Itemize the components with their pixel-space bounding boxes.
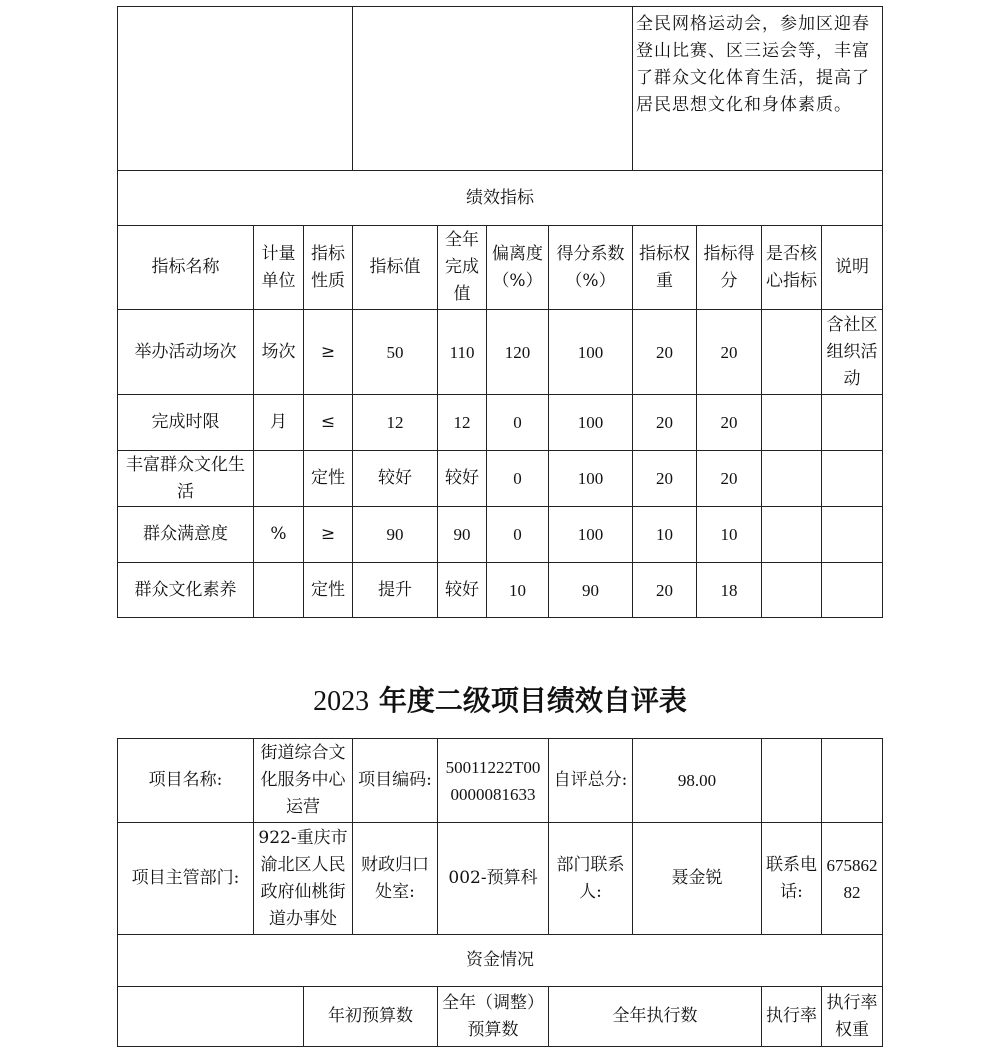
cell-indicator-name: 丰富群众文化生活 (118, 451, 254, 507)
cell-remark: 含社区组织活动 (822, 310, 883, 395)
cell-score: 20 (697, 395, 762, 451)
finance-office-label: 财政归口处室: (353, 823, 438, 935)
header-unit: 计量单位 (254, 226, 304, 310)
cell-indicator-name: 群众文化素养 (118, 563, 254, 618)
project-code-value: 50011222T000000081633 (438, 739, 549, 823)
empty-cell (762, 739, 822, 823)
department-row (118, 823, 883, 935)
header-nature: 指标性质 (304, 226, 353, 310)
cell-is-core (762, 310, 822, 395)
header-indicator-name: 指标名称 (118, 226, 254, 310)
cell-weight: 20 (633, 563, 697, 618)
dept-label: 项目主管部门: (118, 823, 254, 935)
cell-remark (822, 507, 883, 563)
cell-deviation: 0 (487, 507, 549, 563)
header-adjusted-budget: 全年（调整）预算数 (438, 987, 549, 1047)
cell-score: 20 (697, 451, 762, 507)
cell-deviation: 0 (487, 395, 549, 451)
cell-deviation: 120 (487, 310, 549, 395)
cell-is-core (762, 395, 822, 451)
cell-score-coefficient: 100 (549, 451, 633, 507)
cell-annual-actual: 较好 (438, 563, 487, 618)
table-row (118, 507, 883, 563)
cell-nature: ≥ (304, 310, 353, 395)
table-row (118, 563, 883, 618)
contact-label: 部门联系人: (549, 823, 633, 935)
empty-cell (118, 987, 304, 1047)
project-self-evaluation-table (117, 738, 883, 1047)
header-initial-budget: 年初预算数 (304, 987, 438, 1047)
cell-score-coefficient: 100 (549, 395, 633, 451)
header-score: 指标得分 (697, 226, 762, 310)
cell-annual-actual: 12 (438, 395, 487, 451)
cell-unit: 月 (254, 395, 304, 451)
cell-score-coefficient: 100 (549, 507, 633, 563)
cell-annual-actual: 较好 (438, 451, 487, 507)
header-weight: 指标权重 (633, 226, 697, 310)
cell-weight: 20 (633, 395, 697, 451)
cell-is-core (762, 451, 822, 507)
header-annual-execution: 全年执行数 (549, 987, 762, 1047)
performance-indicator-table (117, 6, 883, 618)
cell-score: 18 (697, 563, 762, 618)
cell-score-coefficient: 90 (549, 563, 633, 618)
empty-cell (353, 7, 633, 171)
header-remark: 说明 (822, 226, 883, 310)
section-title-performance-indicators: 绩效指标 (118, 171, 883, 226)
contact-value: 聂金锐 (633, 823, 762, 935)
performance-summary-text: 全民网格运动会，参加区迎春登山比赛、区三运会等，丰富了群众文化体育生活，提高了居民思想文化和身体素质。 (633, 7, 883, 171)
header-annual-actual: 全年完成值 (438, 226, 487, 310)
dept-value: 922-重庆市渝北区人民政府仙桃街道办事处 (254, 823, 353, 935)
cell-unit: % (254, 507, 304, 563)
self-score-value: 98.00 (633, 739, 762, 823)
phone-label: 联系电话: (762, 823, 822, 935)
cell-is-core (762, 507, 822, 563)
self-score-label: 自评总分: (549, 739, 633, 823)
cell-remark (822, 563, 883, 618)
cell-nature: 定性 (304, 451, 353, 507)
empty-cell (822, 739, 883, 823)
project-name-value: 街道综合文化服务中心运营 (254, 739, 353, 823)
project-name-row (118, 739, 883, 823)
cell-target-value: 提升 (353, 563, 438, 618)
header-deviation: 偏离度（%） (487, 226, 549, 310)
cell-nature: ≥ (304, 507, 353, 563)
header-target-value: 指标值 (353, 226, 438, 310)
title-text: 年度二级项目绩效自评表 (378, 684, 687, 717)
title-year: 2023 (313, 686, 370, 717)
cell-remark (822, 395, 883, 451)
table-row (118, 395, 883, 451)
table-row (118, 451, 883, 507)
page-title (0, 683, 1000, 720)
cell-nature: 定性 (304, 563, 353, 618)
cell-target-value: 12 (353, 395, 438, 451)
section-title-funds: 资金情况 (118, 935, 883, 987)
empty-cell (118, 7, 353, 171)
table-row (118, 310, 883, 395)
cell-indicator-name: 群众满意度 (118, 507, 254, 563)
header-execution-weight: 执行率权重 (822, 987, 883, 1047)
cell-deviation: 10 (487, 563, 549, 618)
cell-annual-actual: 110 (438, 310, 487, 395)
cell-unit (254, 451, 304, 507)
project-name-label: 项目名称: (118, 739, 254, 823)
finance-office-value: 002-预算科 (438, 823, 549, 935)
project-code-label: 项目编码: (353, 739, 438, 823)
cell-score: 20 (697, 310, 762, 395)
cell-indicator-name: 举办活动场次 (118, 310, 254, 395)
cell-weight: 20 (633, 451, 697, 507)
previous-content-row (118, 7, 883, 171)
header-score-coefficient: 得分系数（%） (549, 226, 633, 310)
cell-unit (254, 563, 304, 618)
cell-remark (822, 451, 883, 507)
indicator-header-row (118, 226, 883, 310)
cell-indicator-name: 完成时限 (118, 395, 254, 451)
header-execution-rate: 执行率 (762, 987, 822, 1047)
cell-target-value: 50 (353, 310, 438, 395)
cell-target-value: 较好 (353, 451, 438, 507)
cell-deviation: 0 (487, 451, 549, 507)
cell-target-value: 90 (353, 507, 438, 563)
header-is-core: 是否核心指标 (762, 226, 822, 310)
cell-weight: 20 (633, 310, 697, 395)
funds-header-row (118, 987, 883, 1047)
cell-annual-actual: 90 (438, 507, 487, 563)
cell-score-coefficient: 100 (549, 310, 633, 395)
cell-unit: 场次 (254, 310, 304, 395)
phone-value: 67586282 (822, 823, 883, 935)
cell-weight: 10 (633, 507, 697, 563)
cell-score: 10 (697, 507, 762, 563)
cell-nature: ≤ (304, 395, 353, 451)
cell-is-core (762, 563, 822, 618)
